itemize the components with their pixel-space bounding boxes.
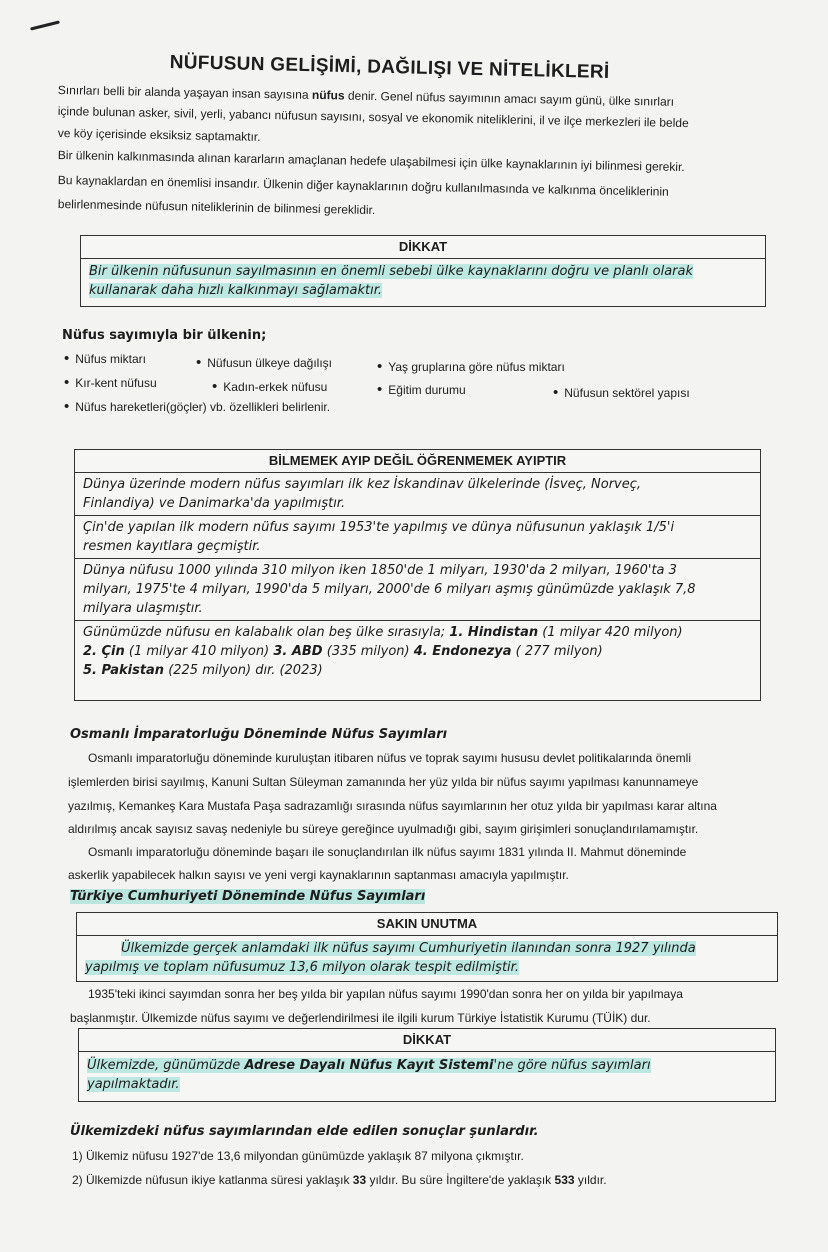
bilmemek-row-3 — [75, 559, 760, 621]
sakin-unutma-line-1: Ülkemizde gerçek anlamdaki ilk nüfus sayımı Cumhuriyetin ilanından sonra 1927 yılında — [121, 941, 696, 956]
sakin-unutma-box — [76, 912, 778, 982]
results-text: yıldır. Bu süre İngiltere'de yaklaşık — [366, 1173, 555, 1187]
bilmemek-row-2 — [75, 516, 760, 559]
intro-text: denir. Genel nüfus sayımının amacı sayım günü, ülke sınırları — [344, 88, 675, 109]
dikkat-box-1-line-1: Bir ülkenin nüfusunun sayılmasının en önemli sebebi ülke kaynaklarını doğru ve planlı olarak — [89, 264, 693, 279]
dikkat-box-2-line-1 — [87, 1056, 767, 1075]
pen-mark — [30, 20, 60, 30]
census-bullet: • Nüfusun sektörel yapısı — [553, 384, 690, 401]
country-name: 1. Hindistan — [449, 625, 539, 640]
results-item-2 — [72, 1172, 607, 1189]
country-value: (335 milyon) — [322, 644, 414, 659]
results-text: yıldır. — [574, 1173, 607, 1187]
results-number: 533 — [554, 1173, 575, 1187]
sakin-unutma-line-2: yapılmış ve toplam nüfusumuz 13,6 milyon olarak tespit edilmiştir. — [85, 960, 519, 975]
country-value: ( 277 milyon) — [511, 644, 603, 659]
bilmemek-text: milyara ulaşmıştır. — [83, 601, 203, 616]
bilmemek-box-head: BİLMEMEK AYIP DEĞİL ÖĞRENMEMEK AYIPTIR — [75, 450, 760, 473]
bilmemek-text — [83, 661, 752, 680]
bilmemek-row-1 — [75, 473, 760, 516]
country-value: (1 milyar 420 milyon) — [538, 625, 683, 640]
sakin-unutma-head: SAKIN UNUTMA — [77, 913, 777, 936]
osmanli-line-4: aldırılmış ancak sayısız savaş nedeniyle bu süreye gereğince uyulmadığı gibi, sayım girişimleri sonuçlandırılamamıştır. — [68, 822, 699, 836]
census-bullet: • Nüfusun ülkeye dağılışı — [196, 354, 332, 371]
country-value: (225 milyon) dır. (2023) — [164, 663, 323, 678]
after-line-2: başlanmıştır. Ülkemizde nüfus sayımı ve değerlendirilmesi ile ilgili kurum Türkiye İstatistik Kurumu (TÜİK) dur. — [70, 1011, 651, 1025]
bilmemek-text — [83, 623, 752, 642]
census-bullet: • Kır-kent nüfusu — [64, 374, 157, 391]
dikkat-2-text: 'ne göre nüfus sayımları — [493, 1058, 651, 1073]
after-line-1: 1935'teki ikinci sayımdan sonra her beş yılda bir yapılan nüfus sayımı 1990'dan sonra her on yılda bir yapılmaya — [88, 987, 683, 1001]
intro-line-6: belirlenmesinde nüfusun niteliklerinin de bilinmesi gereklidir. — [57, 196, 376, 218]
country-name: 4. Endonezya — [413, 644, 512, 659]
bilmemek-text: Finlandiya) ve Danimarka'da yapılmıştır. — [83, 496, 346, 511]
census-bullet: • Eğitim durumu — [377, 381, 466, 398]
osmanli-line-3: yazılmış, Kemankeş Kara Mustafa Paşa sadrazamlığı sırasında nüfus sayımlarının her otuz yılda bir yapılması karar altına — [68, 799, 717, 813]
dikkat-box-2-line-2: yapılmaktadır. — [87, 1077, 180, 1092]
results-item-1: 1) Ülkemiz nüfusu 1927'de 13,6 milyondan günümüzde yaklaşık 87 milyona çıkmıştır. — [72, 1149, 524, 1163]
bilmemek-text: milyarı, 1975'te 4 milyarı, 1990'da 5 milyarı, 2000'de 6 milyarı aşmış günümüzde yaklaşık 7,8 — [83, 582, 696, 597]
bilmemek-row-4 — [75, 621, 760, 682]
cumhuriyet-heading — [70, 889, 425, 904]
bilmemek-text: Dünya nüfusu 1000 yılında 310 milyon iken 1850'de 1 milyarı, 1930'da 2 milyarı, 1960'ta 3 — [83, 563, 677, 578]
osmanli-line-2: işlemlerden birisi sayılmış, Kanuni Sultan Süleyman zamanında her yüz yılda bir nüfus sayımı yapılması kanunnameye — [68, 775, 699, 789]
osmanli-line-5: Osmanlı imparatorluğu döneminde başarı ile sonuçlandırılan ilk nüfus sayımı 1831 yılında II. Mahmut döneminde — [88, 845, 687, 859]
census-bullet: • Nüfus miktarı — [64, 350, 146, 367]
osmanli-line-6: askerlik yapabilecek halkın sayısı ve yeni vergi kaynaklarının saptanması amacıyla yapılmıştır. — [68, 868, 569, 882]
osmanli-line-1: Osmanlı imparatorluğu döneminde kuruluştan itibaren nüfus ve toprak sayımı hususu devlet politikalarında önemli — [88, 751, 691, 765]
intro-line-4: Bir ülkenin kalkınmasında alınan kararların amaçlanan hedefe ulaşabilmesi için ülke kaynaklarının iyi bilinmesi gerekir. — [57, 147, 685, 175]
dikkat-box-1-line-2: kullanarak daha hızlı kalkınmayı sağlamaktır. — [89, 283, 382, 298]
census-bullet: • Yaş gruplarına göre nüfus miktarı — [377, 358, 565, 375]
intro-text: Sınırları belli bir alanda yaşayan insan sayısına — [57, 82, 313, 102]
bilmemek-box — [74, 449, 761, 701]
cumhuriyet-heading-text: Türkiye Cumhuriyeti Döneminde Nüfus Sayımları — [70, 889, 426, 904]
results-number: 33 — [352, 1173, 367, 1187]
census-bullet: • Nüfus hareketleri(göçler) vb. özellikleri belirlenir. — [64, 398, 330, 415]
intro-line-5: Bu kaynaklardan en önemlisi insandır. Ülkenin diğer kaynaklarının doğru kullanılmasında ve kalkınma önceliklerinin — [57, 172, 669, 199]
intro-line-3: ve köy içerisinde eksiksiz saptamaktır. — [57, 125, 261, 144]
dikkat-box-1 — [80, 235, 766, 307]
bilmemek-text: Çin'de yapılan ilk modern nüfus sayımı 1953'te yapılmış ve dünya nüfusunun yaklaşık 1/5'i — [83, 520, 675, 535]
country-name: 5. Pakistan — [83, 663, 165, 678]
countries-intro: Günümüzde nüfusu en kalabalık olan beş ülke sırasıyla; — [83, 625, 450, 640]
country-name: 3. ABD — [273, 644, 323, 659]
results-text: 2) Ülkemizde nüfusun ikiye katlanma süresi yaklaşık — [72, 1173, 353, 1187]
dikkat-box-1-head: DİKKAT — [81, 236, 765, 259]
dikkat-2-text: Ülkemizde, günümüzde — [87, 1058, 245, 1073]
bilmemek-text: resmen kayıtlara geçmiştir. — [83, 539, 261, 554]
bilmemek-text — [83, 642, 752, 661]
census-heading: Nüfus sayımıyla bir ülkenin; — [62, 328, 267, 343]
dikkat-2-bold: Adrese Dayalı Nüfus Kayıt Sistemi — [244, 1058, 494, 1073]
page-title: NÜFUSUN GELİŞİMİ, DAĞILIŞI VE NİTELİKLERİ — [169, 52, 610, 83]
osmanli-heading: Osmanlı İmparatorluğu Döneminde Nüfus Sayımları — [70, 727, 448, 742]
country-name: 2. Çin — [83, 644, 125, 659]
census-bullet: • Kadın-erkek nüfusu — [212, 378, 327, 395]
bilmemek-text: Dünya üzerinde modern nüfus sayımları ilk kez İskandinav ülkelerinde (İsveç, Norveç, — [83, 477, 642, 492]
results-heading: Ülkemizdeki nüfus sayımlarından elde edilen sonuçlar şunlardır. — [70, 1124, 539, 1139]
dikkat-box-2 — [78, 1028, 776, 1102]
intro-line-2: içinde bulunan asker, sivil, yerli, yabancı nüfusun sayısını, sosyal ve ekonomik niteliklerini, il ve ilçe merkezleri ile belde — [57, 103, 689, 131]
intro-bold-term: nüfus — [311, 87, 345, 103]
dikkat-box-2-head: DİKKAT — [79, 1029, 775, 1052]
country-value: (1 milyar 410 milyon) — [124, 644, 274, 659]
